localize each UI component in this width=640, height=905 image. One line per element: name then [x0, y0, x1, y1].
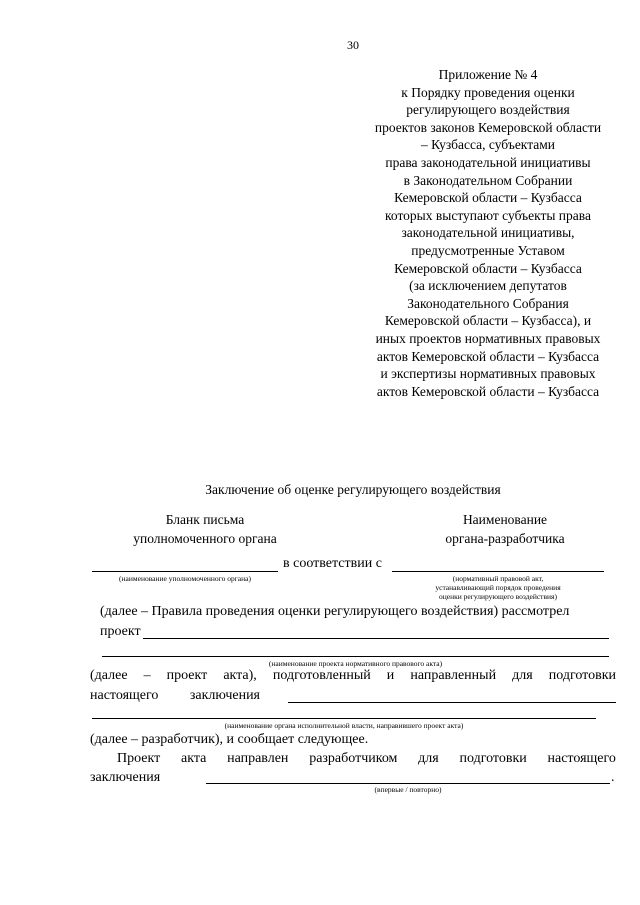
- conclusion-line-1: [90, 688, 260, 704]
- word: направленный: [410, 668, 497, 683]
- appendix-line: права законодательной инициативы: [385, 154, 591, 170]
- word: подготовки: [548, 668, 616, 683]
- appendix-line: которых выступают субъекты права: [385, 207, 591, 223]
- word: акта: [180, 751, 207, 766]
- field-project-name[interactable]: [143, 638, 609, 639]
- appendix-line: законодательной инициативы,: [401, 225, 575, 241]
- in-accordance-label: в соответствии с: [283, 556, 382, 571]
- developer-line: (далее – разработчик), и сообщает следующее.: [90, 732, 369, 747]
- appendix-line: Приложение № 4: [438, 67, 538, 82]
- blank-right: [400, 510, 610, 548]
- appendix-line: Законодательного Собрания: [407, 295, 569, 311]
- blank-right-line: Наименование: [462, 512, 548, 527]
- word: для: [512, 668, 533, 683]
- appendix-line: проектов законов Кемеровской области: [374, 119, 602, 135]
- hint-project-name: (наименование проекта нормативного правового акта): [268, 659, 443, 668]
- appendix-line: к Порядку проведения оценки: [401, 84, 575, 100]
- field-authorized-organ[interactable]: [92, 571, 278, 572]
- field-first-repeat[interactable]: [206, 783, 610, 784]
- page-number: 30: [347, 38, 359, 52]
- blank-left-line: Бланк письма: [165, 512, 245, 527]
- hint-authorized-organ: (наименование уполномоченного органа): [119, 574, 251, 583]
- appendix-line: Кемеровской области – Кузбасса: [394, 190, 582, 206]
- blank-left-line: уполномоченного органа: [133, 531, 277, 546]
- appendix-line: регулирующего воздействия: [406, 102, 570, 118]
- word: –: [143, 668, 151, 683]
- act-line: [90, 668, 616, 684]
- hint-organ: (наименование органа исполнительной власти, направившего проект акта): [224, 721, 464, 730]
- appendix-line: актов Кемеровской области – Кузбасса: [376, 348, 600, 364]
- hint-legal-act-line: устанавливающий порядок проведения: [435, 583, 561, 592]
- word: направлен: [227, 751, 289, 766]
- appendix-line: иных проектов нормативных правовых: [375, 330, 601, 346]
- word: для: [418, 751, 439, 766]
- document-title: Заключение об оценке регулирующего воздействия: [205, 482, 501, 497]
- word: проект: [166, 668, 208, 683]
- field-project-name-cont[interactable]: [102, 656, 609, 657]
- word: настоящего: [547, 751, 616, 766]
- appendix-line: – Кузбасса, субъектами: [420, 137, 556, 153]
- project-word: проект: [100, 624, 141, 639]
- hint-first-repeat: (впервые / повторно): [374, 785, 442, 794]
- appendix-line: (за исключением депутатов: [409, 278, 567, 294]
- appendix-block: [352, 66, 624, 400]
- blank-right-line: органа-разработчика: [445, 531, 565, 546]
- hint-legal-act-line: (нормативный правовой акт,: [452, 574, 544, 583]
- field-organ[interactable]: [92, 718, 596, 719]
- rules-line: (далее – Правила проведения оценки регулирующего воздействия) рассмотрел: [100, 604, 570, 619]
- word: Проект: [117, 751, 161, 766]
- conclusion-word: заключения: [90, 770, 161, 785]
- appendix-line: Кемеровской области – Кузбасса: [394, 260, 582, 276]
- word: акта),: [223, 668, 257, 683]
- word: (далее: [90, 668, 128, 683]
- project-sent-line: [117, 751, 616, 767]
- appendix-line: актов Кемеровской области – Кузбасса: [376, 383, 600, 399]
- word: подготовки: [459, 751, 527, 766]
- appendix-line: в Законодательном Собрании: [403, 172, 573, 188]
- word: разработчиком: [309, 751, 398, 766]
- word: настоящего: [90, 688, 159, 703]
- word: и: [386, 668, 395, 683]
- field-legal-act[interactable]: [392, 571, 604, 572]
- hint-legal-act-line: оценки регулирующего воздействия): [439, 592, 557, 601]
- end-dot: .: [611, 770, 615, 785]
- appendix-line: Кемеровской области – Кузбасса), и: [384, 313, 592, 329]
- hint-legal-act: [392, 574, 604, 601]
- field-organ-inline[interactable]: [288, 702, 616, 703]
- appendix-line: предусмотренные Уставом: [411, 242, 565, 258]
- word: заключения: [189, 688, 260, 703]
- appendix-line: и экспертизы нормативных правовых: [380, 366, 596, 382]
- word: подготовленный: [272, 668, 371, 683]
- blank-left: [110, 510, 300, 548]
